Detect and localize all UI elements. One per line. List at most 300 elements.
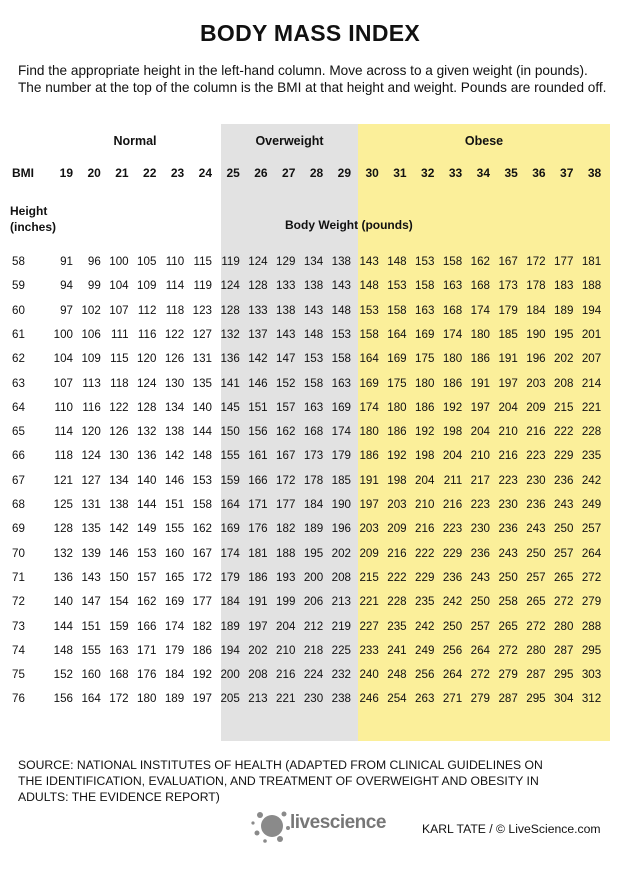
weight-cell: 250 [470, 595, 490, 609]
weight-cell: 148 [359, 279, 379, 293]
weight-cell: 118 [165, 303, 185, 317]
weight-cell: 121 [53, 473, 73, 487]
weight-cell: 250 [554, 522, 574, 536]
weight-cell: 236 [554, 473, 574, 487]
weight-cell: 184 [164, 668, 185, 682]
weight-cell: 202 [248, 643, 268, 657]
weight-cell: 153 [137, 546, 157, 560]
weight-cell: 186 [470, 352, 490, 366]
weight-cell: 107 [109, 303, 129, 317]
weight-cell: 295 [554, 668, 574, 682]
weight-cell: 173 [303, 449, 324, 463]
weight-cell: 190 [331, 498, 351, 511]
weight-cell: 222 [415, 546, 435, 560]
weight-cell: 186 [387, 425, 407, 439]
weight-cell: 229 [442, 546, 463, 560]
weight-cell: 173 [498, 279, 518, 293]
weight-cell: 130 [164, 376, 185, 390]
weight-cell: 143 [331, 279, 351, 293]
weight-cell: 140 [53, 595, 73, 609]
bmi-value: 31 [393, 166, 407, 180]
weight-cell: 174 [470, 303, 490, 317]
weight-cell: 288 [581, 619, 602, 633]
weight-cell: 148 [331, 303, 351, 317]
height-value: 74 [12, 643, 25, 657]
weight-cell: 216 [415, 522, 435, 536]
weight-cell: 193 [276, 570, 296, 584]
weight-cell: 172 [109, 692, 129, 706]
weight-cell: 132 [53, 546, 73, 560]
weight-cell: 186 [192, 643, 212, 657]
weight-cell: 279 [581, 595, 602, 609]
weight-cell: 135 [81, 522, 101, 536]
weight-cell: 186 [359, 449, 379, 463]
weight-cell: 91 [60, 255, 73, 268]
weight-cell: 136 [220, 352, 240, 366]
bmi-value: 37 [560, 166, 574, 180]
weight-cell: 120 [81, 425, 101, 439]
weight-cell: 164 [81, 692, 101, 706]
weight-cell: 109 [81, 352, 101, 366]
bmi-value: 36 [532, 166, 546, 180]
weight-cell: 155 [220, 449, 240, 463]
weight-cell: 218 [303, 643, 324, 657]
weight-cell: 114 [165, 279, 185, 293]
weight-cell: 222 [387, 570, 407, 584]
weight-cell: 167 [498, 255, 518, 268]
weight-cell: 221 [276, 692, 296, 706]
weight-cell: 151 [81, 619, 101, 633]
weight-cell: 123 [192, 303, 212, 317]
weight-cell: 130 [109, 449, 129, 463]
weight-cell: 228 [387, 595, 407, 609]
weight-cell: 127 [192, 327, 212, 341]
weight-cell: 223 [498, 473, 518, 487]
weight-cell: 179 [498, 303, 518, 317]
weight-cell: 189 [303, 522, 324, 536]
weight-cell: 116 [137, 327, 157, 341]
weight-cell: 142 [109, 522, 129, 536]
weight-cell: 107 [53, 376, 73, 390]
weight-cell: 178 [303, 473, 324, 487]
weight-cell: 191 [470, 376, 490, 390]
weight-cell: 175 [415, 352, 435, 366]
weight-cell: 102 [81, 303, 101, 317]
weight-cell: 140 [192, 400, 212, 414]
weight-cell: 148 [303, 327, 324, 341]
weight-cell: 138 [164, 425, 185, 439]
weight-cell: 257 [554, 546, 574, 560]
weight-cell: 223 [470, 498, 490, 511]
bmi-value: 23 [170, 166, 185, 180]
weight-cell: 225 [331, 643, 351, 657]
weight-cell: 209 [526, 400, 546, 414]
weight-cell: 198 [442, 425, 463, 439]
weight-cell: 279 [498, 668, 518, 682]
bmi-value: 26 [254, 166, 268, 180]
weight-cell: 135 [192, 376, 212, 390]
bmi-value: 20 [87, 166, 101, 180]
weight-cell: 134 [109, 473, 129, 487]
weight-cell: 133 [276, 279, 296, 293]
weight-cell: 199 [276, 595, 296, 609]
weight-cell: 180 [387, 400, 407, 414]
weight-cell: 138 [109, 498, 129, 511]
weight-cell: 191 [359, 473, 379, 487]
weight-cell: 211 [443, 473, 463, 487]
weight-cell: 144 [53, 619, 73, 633]
weight-cell: 158 [359, 327, 379, 341]
weight-cell: 250 [498, 570, 518, 584]
weight-cell: 138 [276, 303, 296, 317]
weight-cell: 202 [331, 546, 351, 560]
weight-cell: 177 [192, 595, 212, 609]
weight-cell: 198 [387, 473, 407, 487]
weight-cell: 227 [359, 619, 379, 633]
weight-cell: 202 [554, 352, 574, 366]
weight-cell: 249 [581, 498, 602, 511]
weight-cell: 124 [81, 449, 101, 463]
weight-cell: 115 [110, 352, 129, 366]
weight-cell: 188 [276, 546, 296, 560]
weight-cell: 128 [53, 522, 73, 536]
weight-cell: 180 [415, 376, 435, 390]
weight-cell: 235 [387, 619, 407, 633]
weight-cell: 156 [53, 692, 73, 706]
weight-cell: 158 [192, 498, 212, 511]
weight-cell: 213 [331, 595, 351, 609]
weight-cell: 210 [415, 498, 435, 511]
weight-cell: 209 [359, 546, 379, 560]
weight-cell: 133 [248, 303, 268, 317]
weight-cell: 263 [415, 692, 435, 706]
weight-cell: 122 [109, 400, 129, 414]
weight-cell: 242 [415, 619, 435, 633]
weight-cell: 127 [81, 473, 101, 487]
weight-cell: 178 [526, 279, 546, 293]
weight-cell: 197 [498, 376, 518, 390]
weight-cell: 168 [109, 668, 129, 682]
weight-cell: 189 [554, 303, 574, 317]
weight-cell: 152 [53, 668, 73, 682]
weight-cell: 192 [415, 425, 435, 439]
weight-cell: 210 [498, 425, 518, 439]
weight-cell: 162 [137, 595, 157, 609]
bmi-value: 19 [59, 166, 73, 180]
weight-cell: 148 [387, 255, 407, 268]
weight-cell: 180 [442, 352, 463, 366]
weight-cell: 113 [82, 376, 101, 390]
weight-cell: 163 [331, 376, 351, 390]
weight-cell: 312 [581, 692, 602, 706]
weight-cell: 163 [442, 279, 463, 293]
weight-cell: 271 [442, 692, 463, 706]
height-value: 72 [12, 595, 25, 609]
weight-cell: 167 [192, 546, 212, 560]
weight-cell: 216 [387, 546, 407, 560]
weight-cell: 104 [53, 352, 73, 366]
weight-cell: 235 [581, 449, 602, 463]
weight-cell: 184 [526, 303, 546, 317]
weight-cell: 243 [470, 570, 490, 584]
weight-cell: 147 [276, 352, 296, 366]
bmi-value: 25 [226, 166, 240, 180]
weight-cell: 236 [442, 570, 463, 584]
weight-cell: 177 [276, 498, 296, 511]
weight-cell: 198 [415, 449, 435, 463]
bmi-value: 32 [421, 166, 435, 180]
weight-cell: 104 [109, 279, 129, 293]
weight-cell: 176 [248, 522, 268, 536]
weight-cell: 153 [331, 327, 351, 341]
source-note: SOURCE: NATIONAL INSTITUTES OF HEALTH (ADAPTED FROM CLINICAL GUIDELINES ON THE IDENTIFICATION, EVALUATION, AND TREATMENT OF OVERWEIGHT AND OBESITY IN ADULTS: THE EVIDENCE REPORT) [18, 758, 543, 804]
weight-cell: 250 [442, 619, 463, 633]
weight-cell: 150 [109, 570, 129, 584]
weight-cell: 264 [581, 546, 602, 560]
weight-cell: 192 [387, 449, 407, 463]
weight-cell: 160 [81, 668, 101, 682]
weight-cell: 179 [220, 570, 240, 584]
weight-cell: 191 [498, 352, 518, 366]
height-value: 68 [12, 498, 25, 511]
weight-cell: 180 [137, 692, 157, 706]
bmi-value: 33 [448, 166, 463, 180]
weight-cell: 128 [137, 400, 157, 414]
weight-cell: 189 [220, 619, 240, 633]
weight-cell: 141 [220, 376, 240, 390]
weight-cell: 148 [53, 643, 73, 657]
weight-cell: 181 [581, 255, 602, 268]
weight-cell: 99 [87, 279, 101, 293]
bmi-value: 24 [198, 166, 212, 180]
weight-cell: 208 [331, 570, 351, 584]
weight-cell: 217 [470, 473, 490, 487]
weight-cell: 287 [498, 692, 518, 706]
weight-cell: 97 [60, 303, 73, 317]
weight-cell: 143 [359, 255, 379, 268]
height-value: 67 [12, 473, 25, 487]
weight-cell: 155 [164, 522, 185, 536]
weight-cell: 180 [359, 425, 379, 439]
weight-cell: 192 [192, 668, 212, 682]
weight-cell: 185 [498, 327, 518, 341]
weight-cell: 210 [470, 449, 490, 463]
weight-cell: 184 [303, 498, 324, 511]
weight-cell: 279 [470, 692, 490, 706]
weight-cell: 132 [137, 425, 157, 439]
group-label-obese: Obese [464, 134, 504, 148]
weight-cell: 186 [415, 400, 435, 414]
weight-cell: 154 [109, 595, 129, 609]
weight-cell: 169 [220, 522, 240, 536]
body-weight-label: Body Weight (pounds) [285, 218, 413, 232]
bmi-value: 22 [143, 166, 157, 180]
weight-cell: 243 [554, 498, 574, 511]
weight-cell: 243 [498, 546, 518, 560]
height-value: 61 [12, 327, 25, 341]
height-value: 71 [12, 570, 25, 584]
weight-cell: 112 [137, 303, 157, 317]
weight-cell: 230 [303, 692, 324, 706]
weight-cell: 280 [554, 619, 574, 633]
weight-cell: 126 [164, 352, 185, 366]
weight-cell: 180 [470, 327, 490, 341]
weight-cell: 143 [303, 303, 324, 317]
weight-cell: 166 [137, 619, 157, 633]
weight-cell: 215 [359, 570, 379, 584]
bmi-row-label: BMI [12, 166, 34, 180]
weight-cell: 181 [248, 546, 268, 560]
bmi-value: 35 [504, 166, 518, 180]
group-label-overweight: Overweight [255, 134, 324, 148]
weight-cell: 106 [81, 327, 101, 341]
credit-line: KARL TATE / © LiveScience.com [422, 822, 601, 836]
weight-cell: 158 [303, 376, 324, 390]
weight-cell: 118 [110, 376, 129, 390]
weight-cell: 168 [442, 303, 463, 317]
weight-cell: 256 [415, 668, 435, 682]
weight-cell: 156 [248, 425, 268, 439]
weight-cell: 203 [387, 498, 407, 511]
weight-cell: 110 [54, 400, 73, 414]
height-value: 73 [12, 619, 25, 633]
weight-cell: 136 [137, 449, 157, 463]
weight-cell: 143 [81, 570, 101, 584]
weight-cell: 94 [60, 279, 73, 293]
weight-cell: 153 [415, 255, 435, 268]
weight-cell: 137 [248, 327, 268, 341]
height-value: 70 [12, 546, 25, 560]
logo-wordmark: livescience [290, 812, 386, 833]
weight-cell: 236 [498, 522, 518, 536]
weight-cell: 171 [137, 643, 157, 657]
weight-cell: 246 [359, 692, 379, 706]
bmi-value: 21 [115, 166, 129, 180]
height-label: Height [10, 204, 48, 218]
weight-cell: 159 [220, 473, 240, 487]
weight-cell: 152 [276, 376, 296, 390]
weight-cell: 162 [276, 425, 296, 439]
weight-cell: 195 [554, 327, 574, 341]
weight-cell: 153 [387, 279, 407, 293]
weight-cell: 265 [498, 619, 518, 633]
weight-cell: 164 [387, 327, 407, 341]
weight-cell: 147 [81, 595, 101, 609]
weight-cell: 100 [53, 327, 73, 341]
weight-cell: 229 [554, 449, 574, 463]
weight-cell: 182 [192, 619, 212, 633]
weight-cell: 174 [331, 425, 351, 439]
weight-cell: 131 [192, 352, 212, 366]
weight-cell: 221 [581, 400, 602, 414]
weight-cell: 233 [359, 643, 379, 657]
weight-cell: 184 [220, 595, 240, 609]
weight-cell: 124 [137, 376, 157, 390]
height-value: 76 [12, 692, 25, 706]
height-unit-label: (inches) [10, 220, 57, 234]
weight-cell: 171 [248, 498, 268, 511]
weight-cell: 228 [581, 425, 602, 439]
weight-cell: 192 [442, 400, 463, 414]
weight-cell: 158 [331, 352, 351, 366]
weight-cell: 151 [164, 498, 185, 511]
weight-cell: 146 [248, 376, 268, 390]
weight-cell: 124 [248, 255, 268, 268]
weight-cell: 116 [82, 400, 101, 414]
weight-cell: 179 [331, 449, 351, 463]
weight-cell: 122 [164, 327, 185, 341]
weight-cell: 235 [415, 595, 435, 609]
weight-cell: 197 [192, 692, 212, 706]
weight-cell: 125 [53, 498, 73, 511]
weight-cell: 194 [220, 643, 240, 657]
weight-cell: 118 [54, 449, 73, 463]
weight-cell: 295 [526, 692, 546, 706]
weight-cell: 155 [81, 643, 101, 657]
weight-cell: 190 [526, 327, 546, 341]
weight-cell: 128 [248, 279, 268, 293]
weight-cell: 230 [526, 473, 546, 487]
weight-cell: 109 [137, 279, 157, 293]
weight-cell: 162 [470, 255, 490, 268]
weight-cell: 196 [526, 352, 546, 366]
weight-cell: 100 [109, 255, 129, 268]
weight-cell: 216 [442, 498, 463, 511]
height-value: 69 [12, 522, 25, 536]
weight-cell: 230 [498, 498, 518, 511]
weight-cell: 205 [220, 692, 240, 706]
weight-cell: 174 [164, 619, 185, 633]
weight-cell: 203 [359, 522, 379, 536]
weight-cell: 204 [276, 619, 296, 633]
weight-cell: 111 [110, 327, 129, 341]
weight-cell: 142 [248, 352, 268, 366]
weight-cell: 140 [137, 473, 157, 487]
weight-cell: 240 [359, 668, 379, 682]
height-value: 62 [12, 352, 25, 366]
weight-cell: 254 [387, 692, 407, 706]
weight-cell: 200 [220, 668, 240, 682]
weight-cell: 250 [526, 546, 546, 560]
weight-cell: 222 [554, 425, 574, 439]
weight-cell: 158 [387, 303, 407, 317]
weight-cell: 287 [526, 668, 546, 682]
weight-cell: 197 [359, 498, 379, 511]
weight-cell: 174 [220, 546, 240, 560]
weight-cell: 221 [359, 595, 379, 609]
weight-cell: 163 [303, 400, 324, 414]
weight-cell: 208 [554, 376, 574, 390]
weight-cell: 120 [137, 352, 157, 366]
weight-cell: 216 [526, 425, 546, 439]
weight-cell: 169 [164, 595, 185, 609]
weight-cell: 272 [498, 643, 518, 657]
weight-cell: 165 [164, 570, 185, 584]
weight-cell: 216 [276, 668, 296, 682]
weight-cell: 177 [554, 255, 574, 268]
weight-cell: 186 [248, 570, 268, 584]
weight-cell: 230 [470, 522, 490, 536]
height-value: 63 [12, 376, 25, 390]
weight-cell: 183 [554, 279, 574, 293]
weight-cell: 172 [526, 255, 546, 268]
weight-cell: 168 [303, 425, 324, 439]
weight-cell: 203 [526, 376, 546, 390]
weight-cell: 241 [387, 643, 407, 657]
weight-cell: 153 [192, 473, 212, 487]
weight-cell: 191 [248, 595, 268, 609]
weight-cell: 204 [415, 473, 435, 487]
